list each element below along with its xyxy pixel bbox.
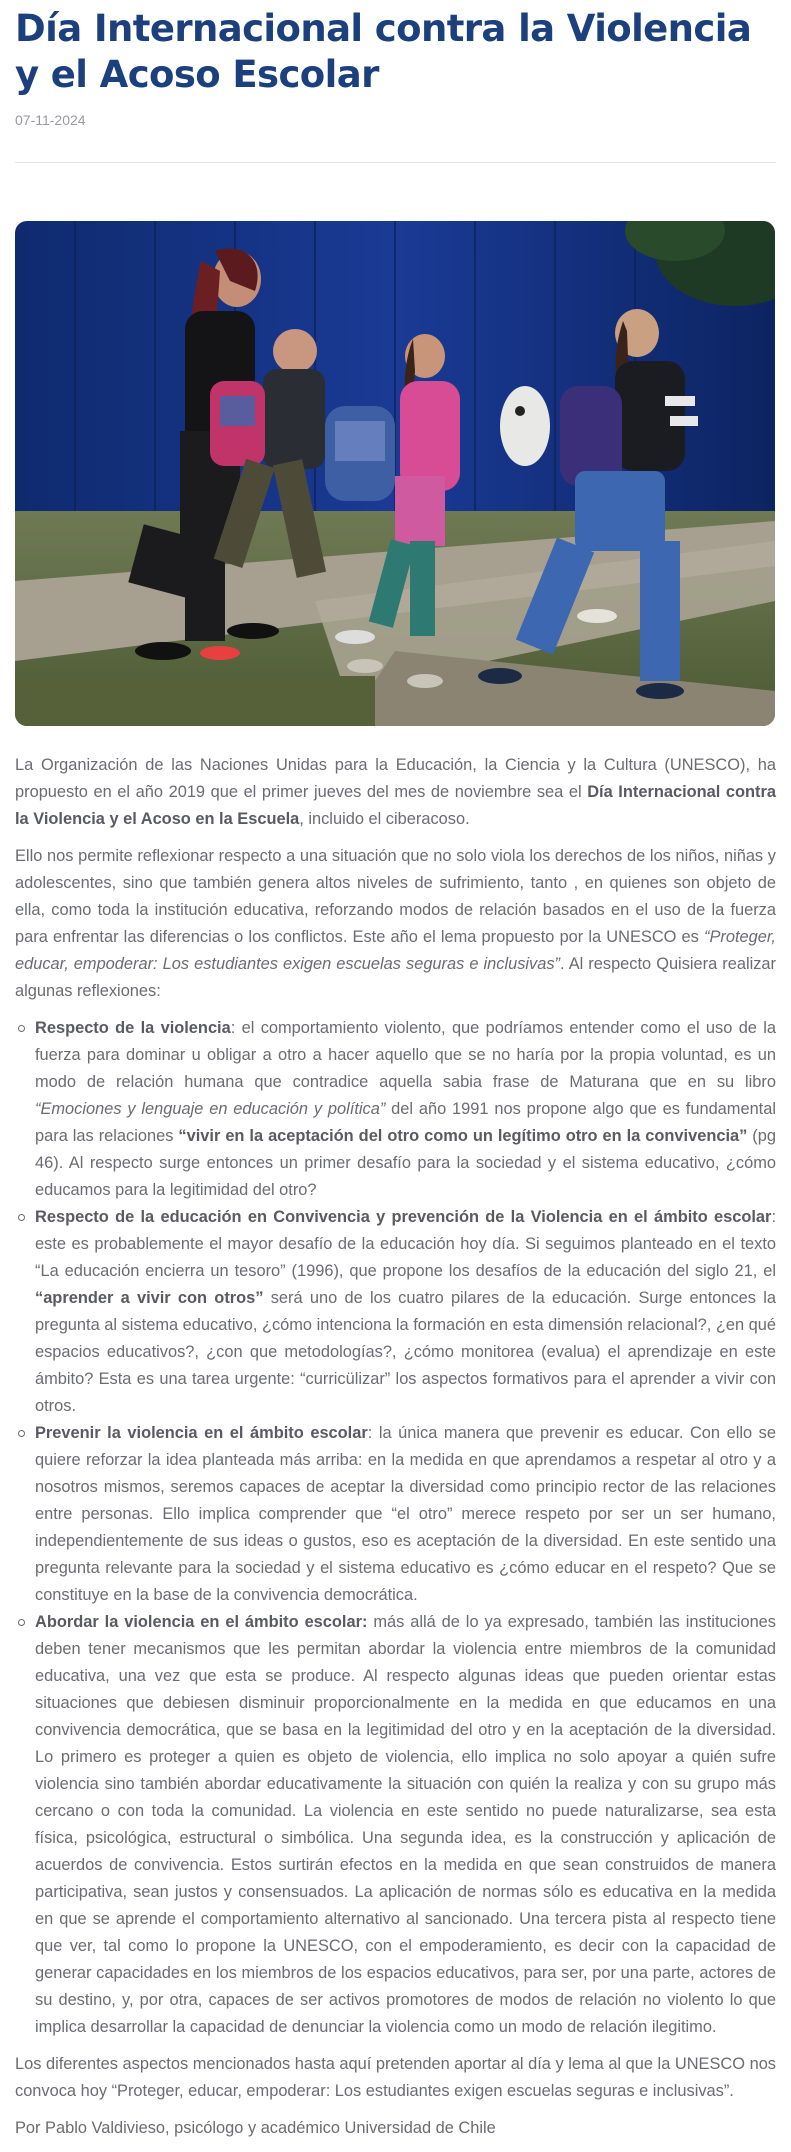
text: : este es probablemente el mayor desafío de la educación hoy día. Si seguimos planteado en el texto “La educación encierra un tesoro” (1996), que propone los desafíos de la educación del siglo 21, el (35, 1208, 776, 1280)
closing-paragraph: Los diferentes aspectos mencionados hasta aquí pretenden aportar al día y lema al que la UNESCO nos convoca hoy “Proteger, educar, empoderar: Los estudiantes exigen escuelas seguras e inclusivas”. (15, 2055, 776, 2100)
text: más allá de lo ya expresado, también las instituciones deben tener mecanismos que les permitan abordar la violencia entre miembros de la comunidad educativa, una vez que esta se produce. Al respecto algunas ideas que pueden orientar estas situaciones que debiesen disminuir proporcionalmente en la medida en que educamos en una convivencia democrática, que se basa en la legitimidad del otro y en la aceptación de la diversidad. Lo primero es proteger a quien es objeto de violencia, ello implica no solo apoyar a quién sufre violencia sino también abordar educativamente la situación con quién la realiza y con su grupo más cercano o con toda la comunidad. La violencia en este sentido no puede naturalizarse, sea esta física, psicológica, estructural o simbólica. Una segunda idea, es la construcción y aplicación de acuerdos de convivencia. Estos surtirán efectos en la medida en que sean construidos de manera participativa, sean justos y consensuados. La aplicación de normas sólo es educativa en la medida en que se aprende el comportamiento alternativo al sancionado. Una tercera pista al respecto tiene que ver, tal como lo propone la UNESCO, con el empoderamiento, es decir con la capacidad de generar capacidades en los miembros de los espacios educativos, para ser, por una parte, actores de su destino, y, por otra, capaces de ser activos promotores de modos de relación no violento lo que implica desarrollar la capacidad de denunciar la violencia como un modo de relación ilegitimo. (35, 1613, 776, 2036)
text: Ello nos permite reflexionar respecto a una situación que no solo viola los derechos de los niños, niñas y adolescentes, sino que también genera altos niveles de sufrimiento, tanto , en quienes son objeto de ella, como toda la institución educativa, reforzando modos de relación basados en el uso de la fuerza para enfrentar las diferencias o los conflictos. Este año el lema propuesto por la UNESCO es (15, 847, 776, 946)
item-heading: Abordar la violencia en el ámbito escolar: (35, 1613, 368, 1631)
text: del año 1991 nos propone algo que es fundamental para las relaciones (35, 1100, 776, 1145)
list-item (35, 1015, 776, 1204)
page-title: Día Internacional contra la Violencia y el Acoso Escolar (15, 7, 752, 96)
publish-date: 07-11-2024 (15, 112, 86, 128)
article-body (15, 752, 776, 2142)
item-heading: Prevenir la violencia en el ámbito escolar (35, 1424, 368, 1442)
author-byline: Por Pablo Valdivieso, psicólogo y académico Universidad de Chile (15, 2119, 496, 2137)
list-item (35, 1204, 776, 1420)
text: : la única manera que prevenir es educar. Con ello se quiere reforzar la idea planteada más arriba: en la medida en que aprendamos a respetar al otro y a nosotros mismos, seremos capaces de aceptar la diversidad como principio rector de las relaciones entre personas. Ello implica comprender que “el otro” merece respeto por ser un ser humano, independientemente de sus ideas o gustos, eso es aceptación de la diversidad. En este sentido una pregunta relevante para la sociedad y el sistema educativo es ¿cómo educar en el respeto? Que se constituye en la base de la convivencia democrática. (35, 1424, 776, 1604)
motto: “Proteger, educar, empoderar: Los estudiantes exigen escuelas seguras e inclusivas” (15, 928, 776, 973)
quote: “aprender a vivir con otros” (35, 1289, 264, 1307)
text: : el comportamiento violento, que podríamos entender como el uso de la fuerza para dominar u obligar a otro a hacer aquello que se no haría por la propia voluntad, es un modo de relación humana que contradice aquella sabia frase de Maturana que en su libro (35, 1019, 777, 1091)
list-item (35, 1609, 776, 2041)
article-image (15, 221, 775, 726)
context-paragraph (15, 843, 776, 1005)
quote: “vivir en la aceptación del otro como un legítimo otro en la convivencia” (178, 1127, 748, 1145)
text: (pg 46). Al respecto surge entonces un primer desafío para la sociedad y el sistema educativo, ¿cómo educamos para la legitimidad del otro? (35, 1127, 776, 1199)
item-heading: Respecto de la violencia (35, 1019, 231, 1037)
reflections-list (15, 1015, 776, 2041)
highlight: Día Internacional contra la Violencia y el Acoso en la Escuela (15, 783, 777, 828)
photo-walking-children (15, 221, 775, 726)
text: . Al respecto Quisiera realizar algunas reflexiones: (15, 955, 776, 1000)
text: será uno de los cuatro pilares de la educación. Surge entonces la pregunta al sistema educativo, ¿cómo intenciona la formación en esta dimensión relacional?, ¿en qué espacios educativos?, ¿con que metodologías?, ¿cómo monitorea (evalua) el aprendizaje en este ámbito? Esta es una tarea urgente: “curricülizar” los aspectos formativos para el aprender a vivir con otros. (35, 1289, 777, 1415)
intro-paragraph (15, 752, 776, 833)
divider (15, 162, 776, 163)
text: , incluido el ciberacoso. (299, 810, 470, 828)
item-heading: Respecto de la educación en Convivencia y prevención de la Violencia en el ámbito escolar (35, 1208, 772, 1226)
list-item (35, 1420, 776, 1609)
text: La Organización de las Naciones Unidas para la Educación, la Ciencia y la Cultura (UNESCO), ha propuesto en el año 2019 que el primer jueves del mes de noviembre sea el (15, 756, 776, 801)
book-title: “Emociones y lenguaje en educación y política” (35, 1100, 386, 1118)
